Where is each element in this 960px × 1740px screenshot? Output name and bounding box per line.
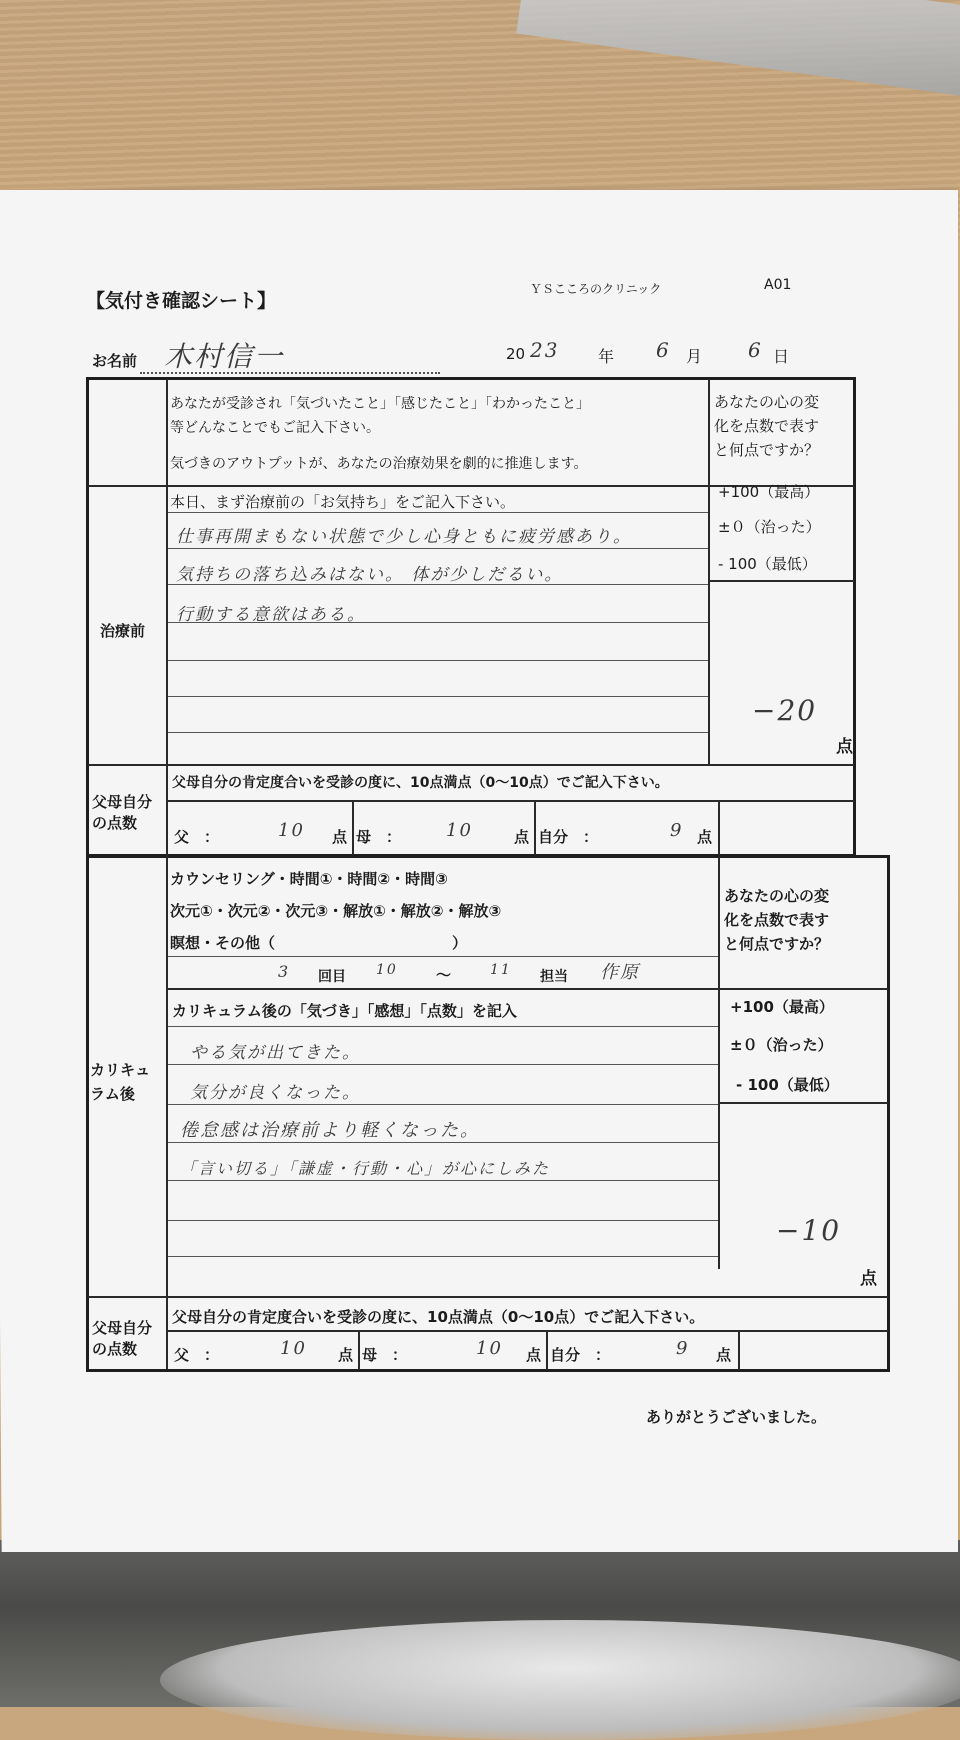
writing-line bbox=[168, 1256, 718, 1257]
day-label: 日 bbox=[773, 347, 790, 366]
staff-label: 担当 bbox=[540, 969, 568, 985]
before-label: 治療前 bbox=[100, 622, 146, 640]
writing-line bbox=[168, 1064, 718, 1065]
family-label-line: の点数 bbox=[92, 1340, 138, 1358]
instruction-line-1: あなたが受診され「気づいたこと」「感じたこと」「わかったこと」 bbox=[170, 396, 590, 412]
row-divider bbox=[168, 988, 718, 990]
father-unit-2: 点 bbox=[338, 1346, 354, 1364]
date-year-prefix: 20 bbox=[506, 345, 526, 363]
curriculum-note-2[interactable]: 気分が良くなった。 bbox=[190, 1083, 361, 1103]
score-question-line: あなたの心の変 bbox=[714, 393, 820, 411]
self-score-1[interactable]: 9 bbox=[670, 820, 684, 841]
family-label-line: 父母自分 bbox=[92, 793, 153, 811]
score-question-line: と何点ですか？ bbox=[724, 935, 830, 953]
family-prompt-1: 父母自分の肯定度合いを受診の度に、10点満点（0〜10点）でご記入下さい。 bbox=[172, 775, 669, 791]
writing-line bbox=[168, 696, 708, 697]
before-prompt: 本日、まず治療前の「お気持ち」をご記入下さい。 bbox=[170, 493, 516, 511]
name-label: お名前 bbox=[92, 352, 138, 370]
form-code: A01 bbox=[764, 277, 792, 293]
writing-line bbox=[168, 1220, 718, 1221]
curriculum-options-1: カウンセリング・時間①・時間②・時間③ bbox=[170, 870, 448, 888]
score-question-line: と何点ですか？ bbox=[714, 441, 820, 459]
session-time-to[interactable]: 11 bbox=[490, 962, 512, 978]
writing-line bbox=[168, 1026, 718, 1027]
score-column-divider-top bbox=[708, 379, 710, 764]
session-label: 回目 bbox=[318, 969, 346, 985]
before-note-2[interactable]: 気持ちの落ち込みはない。 体が少しだるい。 bbox=[176, 565, 564, 585]
date-day[interactable]: 6 bbox=[748, 338, 763, 362]
self-label-1: 自分 ： bbox=[538, 828, 599, 846]
before-score[interactable]: −20 bbox=[752, 694, 818, 727]
cell-divider bbox=[546, 1330, 548, 1370]
family-label-line: 父母自分 bbox=[92, 1319, 153, 1337]
score-question-top bbox=[714, 390, 819, 462]
mother-score-1[interactable]: 10 bbox=[446, 820, 473, 841]
year-label: 年 bbox=[598, 347, 615, 366]
mother-label-1: 母 ： bbox=[356, 828, 402, 846]
row-divider bbox=[88, 1296, 888, 1298]
row-divider bbox=[720, 988, 888, 990]
writing-line bbox=[168, 1104, 718, 1105]
month-label: 月 bbox=[686, 347, 703, 366]
score-question-line: 化を点数で表す bbox=[724, 911, 830, 929]
session-time-from[interactable]: 10 bbox=[376, 962, 398, 978]
score-box-divider bbox=[720, 1102, 888, 1104]
date-month[interactable]: 6 bbox=[656, 338, 671, 362]
mother-unit-2: 点 bbox=[526, 1346, 542, 1364]
father-unit-1: 点 bbox=[332, 828, 348, 846]
cell-divider bbox=[718, 800, 720, 855]
family-label-line: の点数 bbox=[92, 814, 138, 832]
self-unit-2: 点 bbox=[716, 1346, 732, 1364]
self-score-2[interactable]: 9 bbox=[676, 1338, 690, 1359]
fabric-highlight bbox=[160, 1620, 960, 1740]
row-divider bbox=[88, 764, 854, 766]
family-label-2 bbox=[92, 1318, 152, 1360]
writing-line bbox=[168, 1142, 718, 1143]
curriculum-score-unit: 点 bbox=[860, 1269, 877, 1289]
scale-mid-bottom: ±０（治った） bbox=[730, 1036, 833, 1054]
clinic-name: ＹＳこころのクリニック bbox=[530, 282, 662, 296]
row-divider bbox=[168, 800, 854, 802]
curriculum-note-1[interactable]: やる気が出てきた。 bbox=[190, 1043, 361, 1063]
self-unit-1: 点 bbox=[697, 828, 713, 846]
writing-line bbox=[168, 660, 708, 661]
score-question-line: あなたの心の変 bbox=[724, 887, 830, 905]
self-label-2: 自分 ： bbox=[550, 1346, 611, 1364]
staff-name[interactable]: 作原 bbox=[600, 962, 640, 983]
writing-line bbox=[168, 956, 718, 957]
curriculum-note-4[interactable]: 「言い切る」「謙虚・行動・心」が心にしみた bbox=[180, 1159, 551, 1178]
curriculum-label-line: ラム後 bbox=[90, 1085, 135, 1103]
curriculum-prompt: カリキュラム後の「気づき」「感想」「点数」を記入 bbox=[172, 1002, 517, 1020]
cell-divider bbox=[738, 1330, 740, 1370]
cell-divider bbox=[352, 800, 354, 855]
instruction-line-3: 気づきのアウトプットが、あなたの治療効果を劇的に推進します。 bbox=[170, 456, 588, 472]
session-tilde: 〜 bbox=[436, 966, 452, 984]
curriculum-label-line: カリキュ bbox=[90, 1061, 151, 1079]
cell-divider bbox=[534, 800, 536, 855]
curriculum-label bbox=[90, 1058, 150, 1106]
score-question-bottom bbox=[724, 884, 829, 956]
scale-min: - 100（最低） bbox=[718, 555, 817, 573]
before-note-3[interactable]: 行動する意欲はある。 bbox=[176, 605, 366, 625]
session-number[interactable]: 3 bbox=[278, 962, 291, 981]
instruction-line-2: 等どんなことでもご記入下さい。 bbox=[170, 420, 380, 436]
father-score-2[interactable]: 10 bbox=[280, 1338, 307, 1359]
writing-line bbox=[168, 732, 708, 733]
scale-max: +100（最高） bbox=[718, 483, 820, 501]
name-value[interactable]: 木村信一 bbox=[164, 340, 285, 373]
family-prompt-2: 父母自分の肯定度合いを受診の度に、10点満点（0〜10点）でご記入下さい。 bbox=[172, 1308, 705, 1326]
mother-unit-1: 点 bbox=[514, 828, 530, 846]
before-score-unit: 点 bbox=[836, 737, 853, 757]
writing-line bbox=[168, 1180, 718, 1181]
curriculum-options-2: 次元①・次元②・次元③・解放①・解放②・解放③ bbox=[170, 902, 502, 920]
writing-line bbox=[168, 512, 708, 513]
score-column-divider-bottom bbox=[718, 857, 720, 1269]
cell-divider bbox=[358, 1330, 360, 1370]
closing-thanks: ありがとうございました。 bbox=[646, 1408, 827, 1426]
curriculum-options-close: ） bbox=[452, 934, 468, 952]
score-box-divider bbox=[710, 580, 854, 582]
father-label-1: 父 ： bbox=[174, 828, 220, 846]
curriculum-score[interactable]: −10 bbox=[776, 1214, 842, 1247]
father-score-1[interactable]: 10 bbox=[278, 820, 305, 841]
curriculum-note-3[interactable]: 倦怠感は治療前より軽くなった。 bbox=[180, 1120, 480, 1141]
writing-line bbox=[168, 548, 708, 549]
score-question-line: 化を点数で表す bbox=[714, 417, 820, 435]
mother-score-2[interactable]: 10 bbox=[476, 1338, 503, 1359]
date-year[interactable]: 23 bbox=[530, 338, 560, 362]
family-label-1 bbox=[92, 792, 152, 834]
scale-mid: ±０（治った） bbox=[718, 518, 821, 536]
scale-max-bottom: +100（最高） bbox=[730, 998, 834, 1016]
name-underline bbox=[140, 372, 440, 374]
row-divider bbox=[168, 1330, 888, 1332]
mother-label-2: 母 ： bbox=[362, 1346, 408, 1364]
before-note-1[interactable]: 仕事再開まもない状態で少し心身ともに疲労感あり。 bbox=[176, 527, 632, 547]
father-label-2: 父 ： bbox=[174, 1346, 220, 1364]
scale-min-bottom: - 100（最低） bbox=[736, 1076, 839, 1094]
sheet-title: 【気付き確認シート】 bbox=[86, 290, 277, 312]
curriculum-options-3: 瞑想・その他（ bbox=[170, 934, 276, 952]
